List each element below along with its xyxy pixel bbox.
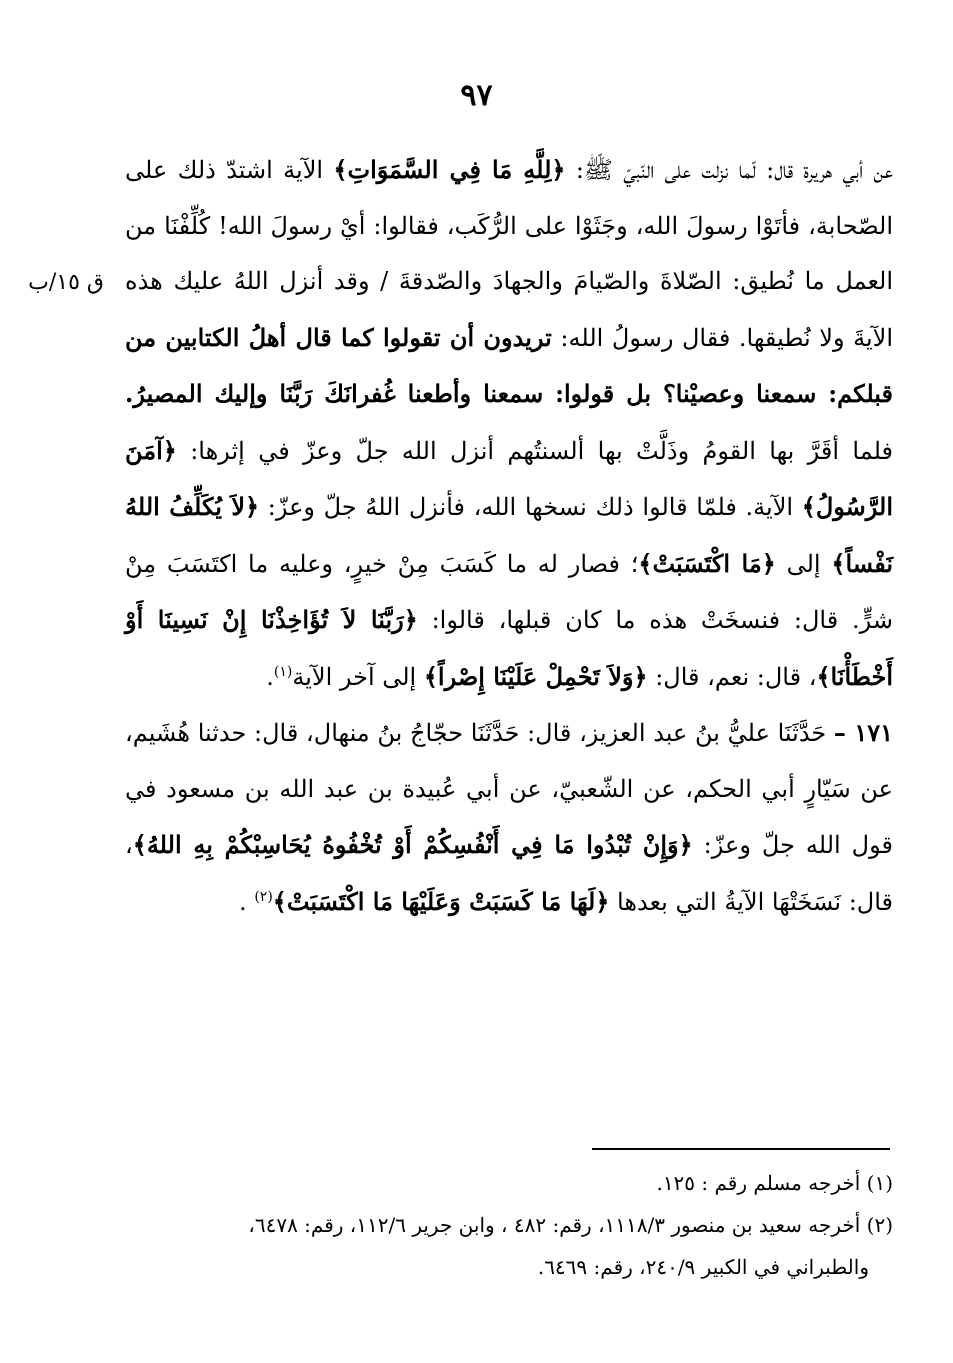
page-number: ٩٧: [460, 78, 493, 113]
footnote-2-continuation: والطبراني في الكبير ٢٤٠/٩، رقم: ٦٤٦٩.: [537, 1255, 869, 1279]
footnote-1: (١) أخرجه مسلم رقم : ١٢٥.: [656, 1171, 893, 1195]
text-segment: الآية. فلمّا قالوا ذلك نسخها الله، فأنزل اللهُ جلّ وعزّ:: [259, 493, 802, 521]
manuscript-folio-note: ق ١٥/ب: [28, 270, 104, 295]
text-segment: حَدَّثَنَا عليُّ بنُ عبد العزيز، قال: حَدَّثَنَا حجّاجُ بنُ منهال، قال: حدثنا هُشَيم، عن سَيّارٍ أبي الحكم، عن الشّعبيّ، عن أبي عُبيدة بن عبد الله بن مسعود في قول الله جلّ وعزّ:: [125, 719, 893, 859]
quran-quote: ﴿وَلاَ تَحْمِلْ عَلَيْنَا إِصْراً﴾: [423, 661, 648, 691]
footnotes: [100, 1162, 893, 1288]
footnote-2: (٢) أخرجه سعيد بن منصور ١١١٨/٣، رقم: ٤٨٢ ، وابن جرير ١١٢/٦، رقم: ٦٤٧٨،: [248, 1213, 893, 1237]
hadith-paragraph-1: [125, 142, 893, 705]
text-segment: ، قال: نَسَخَتْهَا الآيةُ التي بعدها: [125, 831, 893, 916]
text-segment: .: [266, 662, 274, 691]
text-segment: الآية اشتدّ ذلك على الصّحابة، فأتَوْا رسولَ الله، وجَثَوْا على الرُّكَب، فقالوا: أيْ رسولَ الله! كُلِّفْنَا من العمل ما نُطيق: الصّلاةَ والصّيامَ والجهادَ والصّدقةَ / وقد أنزل اللهُ عليك هذه الآيةَ ولا نُطيقها. فقال رسولُ الله:: [125, 156, 894, 352]
text-segment: ؛ فصار له ما كَسَبَ مِنْ خيرٍ، وعليه ما اكتَسَبَ مِنْ شرٍّ. قال: فنسخَتْ هذه ما كان قبلها، قالوا:: [125, 549, 893, 634]
text-segment: ، قال: نعم، قال:: [647, 662, 817, 691]
quran-quote: ﴿لاَ يُكَلِّفُ اللهُ نَفْساً﴾: [125, 492, 894, 578]
text-segment: .: [239, 887, 255, 916]
hadith-number: ١٧١ –: [833, 718, 893, 747]
footnote-ref: (١): [273, 663, 293, 680]
footnote-separator: [592, 1148, 890, 1150]
text-segment: إلى: [775, 549, 832, 578]
text-segment: فلما أقَرَّ بها القومُ وذَلَّتْ بها ألسنتُهم أنزل الله جلّ وعزّ في إثرها:: [176, 436, 893, 465]
quran-quote: ﴿آمَنَ الرَّسُولُ﴾: [125, 435, 893, 521]
text-segment: إلى آخر الآية: [292, 662, 424, 691]
hadith-paragraph-171: [125, 705, 893, 930]
quran-quote: ﴿رَبَّنَا لاَ تُؤَاخِذْنَا إِنْ نَسِينَا أَوْ أَخْطَأْنَا﴾: [125, 605, 893, 691]
quran-quote: ﴿وَإِنْ تُبْدُوا مَا فِي أَنْفُسِكُمْ أَوْ تُخْفُوهُ يُحَاسِبْكُمْ بِهِ اللهُ﴾: [132, 830, 693, 859]
quran-quote: ﴿لَهَا مَا كَسَبَتْ وَعَلَيْهَا مَا اكْتَسَبَتْ﴾: [272, 886, 610, 916]
main-text: [125, 142, 893, 930]
footnote-ref: (٢): [254, 888, 273, 905]
prophet-saying: تريدون أن تقولوا كما قال أهلُ الكتابين من قبلكم: سمعنا وعصيْنا؟ بل قولوا: سمعنا وأطعنا غُفرانَكَ رَبَّنَا وإليك المصيرُ.: [125, 322, 893, 408]
text-segment: عن أبي هريرة قال: لّما نزلت على النّبيّ ﷺ:: [565, 156, 893, 184]
quran-quote: ﴿لِلَّهِ مَا فِي السَّمَوَاتِ﴾: [333, 155, 566, 184]
quran-quote: ﴿مَا اكْتَسَبَتْ﴾: [638, 548, 776, 578]
